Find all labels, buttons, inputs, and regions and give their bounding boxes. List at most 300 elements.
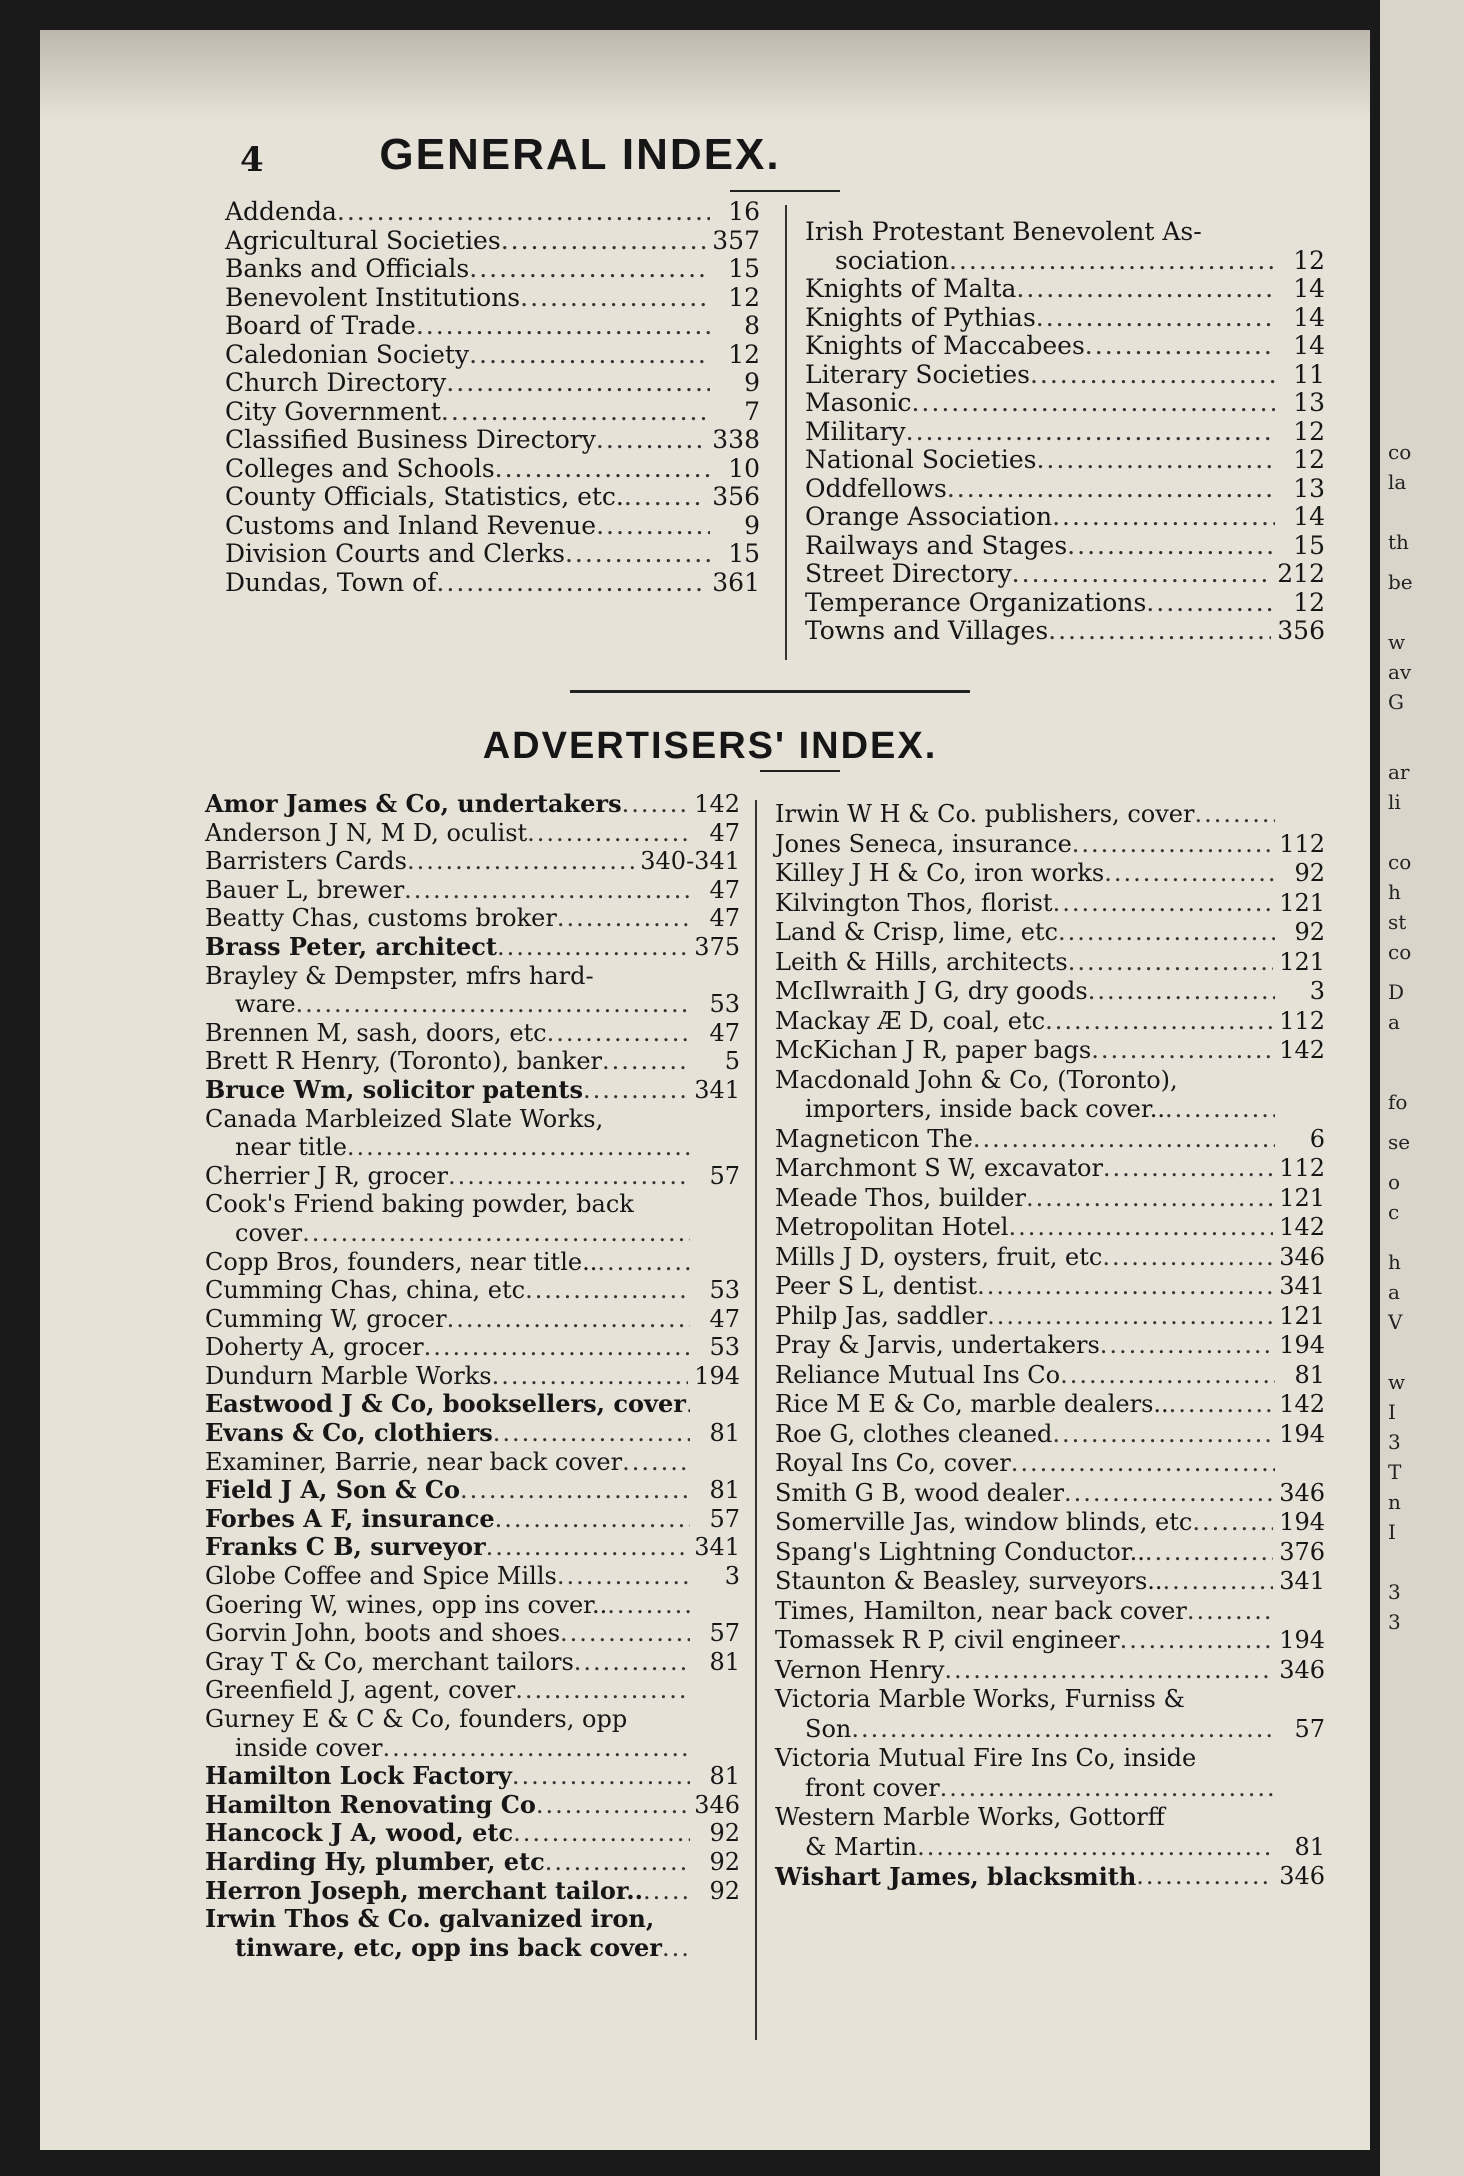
- margin-fragment: fo: [1388, 1090, 1408, 1114]
- index-entry: [225, 312, 760, 341]
- index-entry-line: [805, 361, 1325, 390]
- index-entry-line: [775, 1302, 1325, 1332]
- index-entry: [775, 948, 1325, 978]
- dot-leader: [448, 1162, 690, 1191]
- index-entry-line: [775, 1184, 1325, 1214]
- index-entry-line: [775, 1213, 1325, 1243]
- entry-name: Canada Marbleized Slate Works,: [205, 1104, 604, 1133]
- dot-leader: [1100, 1331, 1273, 1361]
- dot-leader: [547, 1019, 690, 1048]
- index-entry: [775, 1567, 1325, 1597]
- page-ref: 47: [709, 1304, 740, 1333]
- index-entry-line: [775, 1125, 1325, 1155]
- entry-name: Irwin Thos & Co. galvanized iron,: [205, 1904, 655, 1934]
- index-entry: [775, 1538, 1325, 1568]
- index-entry: [205, 933, 740, 962]
- entry-name: Irwin W H & Co. publishers, cover: [775, 800, 1195, 828]
- index-entry: [205, 1705, 740, 1762]
- dot-leader: [501, 227, 707, 256]
- index-entry-line: [805, 446, 1325, 475]
- entry-name: Colleges and Schools: [225, 453, 495, 483]
- index-entry-line: [205, 1819, 740, 1848]
- index-entry-line: [225, 227, 760, 256]
- entry-name: Evans & Co, clothiers: [205, 1418, 493, 1448]
- page-ref: 13: [1293, 473, 1325, 503]
- index-entry: [205, 876, 740, 905]
- entry-name: Copp Bros, founders, near title..: [205, 1247, 598, 1276]
- index-entry-line: [805, 418, 1325, 447]
- page-ref: 376: [1279, 1537, 1325, 1566]
- index-entry-line: [205, 1248, 740, 1277]
- dot-leader: [1120, 1626, 1274, 1656]
- entry-name: County Officials, Statistics, etc.: [225, 482, 624, 511]
- dot-leader: [1136, 1862, 1273, 1892]
- index-entry-line: [205, 1419, 740, 1448]
- index-entry: [805, 532, 1325, 561]
- index-entry-line: [205, 1791, 740, 1820]
- entry-name: Cook's Friend baking powder, back: [205, 1190, 634, 1219]
- entry-name: Brennen M, sash, doors, etc: [205, 1018, 547, 1047]
- page-ref: 10: [728, 453, 760, 483]
- page-ref: 338: [712, 425, 760, 454]
- entry-name: Staunton & Beasley, surveyors..: [775, 1567, 1163, 1595]
- index-entry-line: [205, 1076, 740, 1105]
- margin-fragment: a: [1388, 1280, 1400, 1304]
- index-entry: [805, 218, 1325, 275]
- index-entry: [775, 830, 1325, 860]
- index-entry-line: [205, 790, 740, 819]
- entry-name-continued: front cover: [805, 1773, 940, 1802]
- entry-name: Dundas, Town of: [225, 567, 437, 597]
- page-ref: 3: [724, 1562, 740, 1591]
- page-ref: 346: [694, 1790, 740, 1819]
- dot-leader: [1102, 1243, 1273, 1273]
- index-entry: [205, 1762, 740, 1791]
- entry-name: Roe G, clothes cleaned: [775, 1419, 1053, 1448]
- dot-leader: [1165, 1095, 1275, 1125]
- dot-leader: [973, 1125, 1275, 1155]
- dot-leader: [643, 1877, 690, 1906]
- dot-leader: [622, 790, 689, 819]
- index-entry-line: [775, 1803, 1325, 1833]
- index-entry-line: [205, 1562, 740, 1591]
- dot-leader: [497, 933, 688, 962]
- index-entry-line: [225, 398, 760, 427]
- torn-page-edge: [40, 30, 1370, 120]
- index-entry: [205, 1047, 740, 1076]
- entry-name: Eastwood J & Co, booksellers, cover: [205, 1389, 686, 1419]
- entry-name-continued: cover: [235, 1218, 303, 1247]
- entry-name: Smith G B, wood dealer: [775, 1478, 1064, 1507]
- index-entry: [775, 1597, 1325, 1627]
- index-entry: [805, 361, 1325, 390]
- page-ref: 81: [1294, 1832, 1325, 1861]
- entry-name: Caledonian Society: [225, 339, 470, 369]
- dot-leader: [1008, 1213, 1273, 1243]
- margin-fragment: o: [1388, 1170, 1401, 1194]
- entry-name: Kilvington Thos, florist: [775, 888, 1053, 917]
- index-entry: [205, 1476, 740, 1505]
- margin-fragment: li: [1388, 790, 1401, 814]
- index-entry: [205, 1819, 740, 1848]
- index-entry: [205, 962, 740, 1019]
- page-ref: 194: [1279, 1331, 1325, 1359]
- index-entry-line: [205, 1705, 740, 1734]
- dot-leader: [492, 1362, 689, 1391]
- index-entry: [775, 918, 1325, 948]
- index-entry-line: [805, 389, 1325, 418]
- index-entry: [805, 589, 1325, 618]
- entry-name: Leith & Hills, architects: [775, 947, 1068, 976]
- entry-name: Wishart James, blacksmith: [775, 1862, 1137, 1891]
- dot-leader: [624, 483, 706, 512]
- index-entry-line: [775, 948, 1325, 978]
- page-ref: 12: [1293, 445, 1325, 474]
- index-entry: [775, 1361, 1325, 1391]
- index-entry-line: [805, 218, 1325, 247]
- margin-fragment: la: [1388, 470, 1407, 494]
- margin-fragment: w: [1388, 630, 1406, 654]
- page-ref: 7: [744, 396, 760, 426]
- index-entry-line: [205, 1676, 740, 1705]
- page-ref: 6: [1309, 1124, 1325, 1153]
- entry-name: Harding Hy, plumber, etc: [205, 1846, 545, 1876]
- page-ref: 194: [1279, 1508, 1325, 1536]
- dot-leader: [1036, 304, 1275, 333]
- index-entry-line: [775, 1420, 1325, 1450]
- page-ref: 112: [1279, 1154, 1325, 1182]
- index-entry-line: [775, 1538, 1325, 1568]
- margin-fragment: co: [1388, 850, 1412, 874]
- dot-leader: [662, 1934, 690, 1963]
- entry-name-continued: near title: [235, 1133, 347, 1162]
- index-entry: [225, 426, 760, 455]
- index-entry-line: [205, 1276, 740, 1305]
- index-entry-line: [775, 1626, 1325, 1656]
- entry-name: Masonic: [805, 388, 912, 417]
- index-entry-line: [805, 617, 1325, 646]
- dot-leader: [1163, 1567, 1274, 1597]
- page-ref: 356: [712, 482, 760, 511]
- index-entry-line: [805, 532, 1325, 561]
- index-entry: [225, 255, 760, 284]
- index-entry: [775, 1302, 1325, 1332]
- index-entry-continuation: [805, 247, 1325, 276]
- page-ref: 81: [709, 1476, 740, 1505]
- page-ref: 53: [709, 990, 740, 1019]
- index-entry-line: [205, 1105, 740, 1134]
- general-index-right-column: [805, 218, 1325, 646]
- index-entry-continuation: [205, 1734, 740, 1763]
- index-entry-line: [205, 1190, 740, 1219]
- page-ref: 121: [1279, 1301, 1325, 1330]
- entry-name: Rice M E & Co, marble dealers..: [775, 1390, 1169, 1418]
- entry-name: Meade Thos, builder: [775, 1183, 1026, 1212]
- page-ref: 53: [709, 1276, 740, 1305]
- dot-leader: [596, 426, 706, 455]
- page-ref: 11: [1293, 359, 1325, 389]
- dot-leader: [441, 398, 710, 427]
- index-entry: [775, 1066, 1325, 1125]
- index-entry: [805, 503, 1325, 532]
- index-entry-continuation: [205, 1934, 740, 1963]
- entry-name: McIlwraith J G, dry goods: [775, 977, 1088, 1005]
- page-ref: 47: [709, 875, 740, 904]
- entry-name: Orange Association: [805, 502, 1053, 531]
- index-entry-line: [225, 455, 760, 484]
- page-header: [40, 130, 1370, 200]
- index-entry-line: [775, 800, 1325, 830]
- entry-name: Knights of Maccabees: [805, 331, 1085, 360]
- entry-name: Goering W, wines, opp ins cover..: [205, 1590, 608, 1619]
- dot-leader: [495, 1505, 690, 1534]
- page-ref: 340-341: [640, 847, 740, 876]
- index-entry-line: [775, 1567, 1325, 1597]
- index-entry-line: [205, 1591, 740, 1620]
- dot-leader: [382, 1734, 690, 1763]
- index-entry: [775, 800, 1325, 830]
- index-entry-continuation: [775, 1774, 1325, 1804]
- entry-name-continued: inside cover: [235, 1733, 383, 1762]
- index-entry-line: [205, 1362, 740, 1391]
- dot-leader: [1146, 589, 1275, 618]
- index-entry-line: [805, 332, 1325, 361]
- page-ref: 47: [709, 818, 740, 847]
- margin-fragment: h: [1388, 1250, 1401, 1274]
- page-ref: 92: [709, 1876, 740, 1905]
- index-entry: [225, 569, 760, 598]
- dot-leader: [1053, 889, 1274, 919]
- entry-name: McKichan J R, paper bags: [775, 1036, 1092, 1064]
- index-entry-line: [225, 512, 760, 541]
- page-ref: 57: [1294, 1714, 1325, 1743]
- index-entry-line: [805, 589, 1325, 618]
- entry-name: Greenfield J, agent, cover: [205, 1676, 516, 1705]
- page-ref: 12: [1293, 416, 1325, 446]
- entry-name: Examiner, Barrie, near back cover: [205, 1447, 623, 1476]
- dot-leader: [1026, 1184, 1273, 1214]
- index-entry-line: [775, 1272, 1325, 1302]
- index-entry-line: [225, 341, 760, 370]
- entry-name: Somerville Jas, window blinds, etc: [775, 1508, 1193, 1536]
- index-entry: [775, 1272, 1325, 1302]
- index-entry-line: [775, 1508, 1325, 1538]
- dot-leader: [1068, 948, 1274, 978]
- dot-leader: [602, 1047, 690, 1076]
- page-ref: 212: [1277, 559, 1325, 588]
- entry-name: Land & Crisp, lime, etc: [775, 918, 1058, 946]
- index-entry: [225, 398, 760, 427]
- dot-leader: [565, 540, 710, 569]
- index-entry: [205, 1905, 740, 1962]
- dot-leader: [940, 1774, 1275, 1804]
- index-entry: [205, 847, 740, 876]
- index-entry: [205, 790, 740, 819]
- dot-leader: [495, 455, 710, 484]
- dot-leader: [302, 1219, 690, 1248]
- entry-name: Division Courts and Clerks: [225, 539, 565, 568]
- page-ref: 346: [1279, 1655, 1325, 1684]
- page-ref: 142: [1279, 1213, 1325, 1241]
- margin-fragment: se: [1388, 1130, 1411, 1154]
- dot-leader: [560, 1619, 690, 1648]
- entry-name-continued: tinware, etc, opp ins back cover: [235, 1932, 662, 1962]
- index-entry: [775, 1184, 1325, 1214]
- index-entry-line: [205, 1476, 740, 1505]
- index-entry: [775, 1803, 1325, 1862]
- index-entry: [775, 1125, 1325, 1155]
- entry-name: Benevolent Institutions: [225, 282, 521, 312]
- entry-name: Forbes A F, insurance: [205, 1503, 495, 1533]
- index-entry-line: [205, 819, 740, 848]
- index-entry-line: [205, 1905, 740, 1934]
- margin-fragment: co: [1388, 940, 1412, 964]
- page-ref: 361: [712, 567, 760, 597]
- page-ref: 356: [1277, 616, 1325, 645]
- dot-leader: [1169, 1390, 1274, 1420]
- dot-leader: [686, 1390, 690, 1419]
- entry-name: Herron Joseph, merchant tailor..: [205, 1875, 643, 1905]
- index-entry: [205, 1333, 740, 1362]
- index-entry: [205, 1848, 740, 1877]
- title-underline: [730, 190, 840, 192]
- index-entry-line: [775, 1479, 1325, 1509]
- dot-leader: [944, 1656, 1273, 1686]
- index-entry: [225, 198, 760, 227]
- entry-name: Killey J H & Co, iron works: [775, 859, 1105, 887]
- column-divider: [755, 800, 757, 2040]
- index-entry: [225, 284, 760, 313]
- index-entry: [205, 819, 740, 848]
- entry-name: Customs and Inland Revenue: [225, 510, 597, 540]
- entry-name: Philp Jas, saddler: [775, 1301, 988, 1330]
- page-ref: 92: [1294, 918, 1325, 946]
- entry-name: Brett R Henry, (Toronto), banker: [205, 1047, 603, 1076]
- entry-name: Anderson J N, M D, oculist: [205, 818, 528, 847]
- entry-name: Gray T & Co, merchant tailors: [205, 1647, 574, 1676]
- dot-leader: [977, 1272, 1273, 1302]
- entry-name: Victoria Marble Works, Furniss &: [775, 1685, 1185, 1713]
- page-ref: 341: [694, 1533, 740, 1562]
- entry-name: Banks and Officials: [225, 254, 470, 283]
- index-entry-line: [205, 876, 740, 905]
- index-entry: [205, 1105, 740, 1162]
- index-entry: [775, 1626, 1325, 1656]
- adjacent-page-margin: [1380, 0, 1464, 2176]
- page-ref: 3: [1309, 977, 1325, 1005]
- index-entry-continuation: [775, 1833, 1325, 1863]
- index-entry: [205, 1591, 740, 1620]
- entry-name: Victoria Mutual Fire Ins Co, inside: [775, 1744, 1197, 1772]
- index-entry: [775, 1331, 1325, 1361]
- index-entry: [205, 1276, 740, 1305]
- dot-leader: [347, 1133, 690, 1162]
- page-ref: 92: [709, 1847, 740, 1876]
- index-entry: [205, 904, 740, 933]
- margin-fragment: ar: [1388, 760, 1410, 784]
- page-ref: 53: [709, 1333, 740, 1362]
- dot-leader: [460, 1476, 690, 1505]
- dot-leader: [1091, 1036, 1273, 1066]
- dot-leader: [1045, 1007, 1273, 1037]
- index-entry: [775, 1862, 1325, 1892]
- page-ref: 121: [1279, 1183, 1325, 1212]
- index-entry-continuation: [775, 1715, 1325, 1745]
- page-ref: 194: [1279, 1626, 1325, 1654]
- index-entry-line: [775, 1154, 1325, 1184]
- page-ref: 47: [709, 904, 740, 933]
- dot-leader: [622, 1448, 690, 1477]
- margin-fragment: th: [1388, 530, 1409, 554]
- index-entry: [205, 1162, 740, 1191]
- index-entry-line: [225, 483, 760, 512]
- entry-name: Franks C B, surveyor: [205, 1532, 486, 1562]
- index-entry: [225, 512, 760, 541]
- dot-leader: [917, 1833, 1275, 1863]
- dot-leader: [404, 876, 690, 905]
- entry-name: Western Marble Works, Gottorff: [775, 1803, 1165, 1831]
- entry-name: Literary Societies: [805, 359, 1030, 389]
- entry-name: Temperance Organizations: [805, 587, 1147, 617]
- section-separator: [570, 690, 970, 693]
- margin-fragment: st: [1388, 910, 1407, 934]
- index-entry: [225, 341, 760, 370]
- index-entry-line: [775, 1449, 1325, 1479]
- entry-name: Railways and Stages: [805, 530, 1068, 560]
- margin-fragment: co: [1388, 440, 1412, 464]
- index-entry: [805, 446, 1325, 475]
- entry-name: Globe Coffee and Spice Mills: [205, 1562, 557, 1591]
- index-entry-line: [775, 1656, 1325, 1686]
- margin-fragment: I: [1388, 1400, 1396, 1424]
- index-entry: [775, 1243, 1325, 1273]
- page-ref: 81: [709, 1647, 740, 1676]
- page-ref: 357: [712, 225, 760, 255]
- dot-leader: [337, 198, 710, 227]
- dot-leader: [1030, 361, 1275, 390]
- page-ref: 142: [1279, 1390, 1325, 1418]
- index-entry-line: [805, 560, 1325, 589]
- index-entry-line: [775, 1744, 1325, 1774]
- page-ref: 346: [1279, 1478, 1325, 1507]
- dot-leader: [574, 1648, 690, 1677]
- index-entry: [205, 1362, 740, 1391]
- index-entry: [205, 1791, 740, 1820]
- index-entry-line: [205, 1505, 740, 1534]
- index-entry: [205, 1248, 740, 1277]
- entry-name: Hamilton Lock Factory: [205, 1761, 512, 1791]
- index-entry: [205, 1505, 740, 1534]
- margin-fragment: 3: [1388, 1580, 1401, 1604]
- margin-fragment: h: [1388, 880, 1401, 904]
- dot-leader: [1011, 1449, 1275, 1479]
- entry-name: Oddfellows: [805, 473, 947, 503]
- index-entry: [775, 1508, 1325, 1538]
- page-ref: 81: [1294, 1360, 1325, 1389]
- dot-leader: [1187, 1597, 1275, 1627]
- dot-leader: [906, 418, 1275, 447]
- page-ref: 81: [709, 1762, 740, 1791]
- index-entry-line: [225, 540, 760, 569]
- entry-name: Board of Trade: [225, 311, 416, 340]
- index-entry-line: [225, 255, 760, 284]
- entry-name: National Societies: [805, 445, 1037, 474]
- page-ref: 12: [728, 339, 760, 369]
- index-entry: [805, 389, 1325, 418]
- index-entry: [205, 1448, 740, 1477]
- dot-leader: [1036, 446, 1275, 475]
- margin-fragment: G: [1388, 690, 1404, 714]
